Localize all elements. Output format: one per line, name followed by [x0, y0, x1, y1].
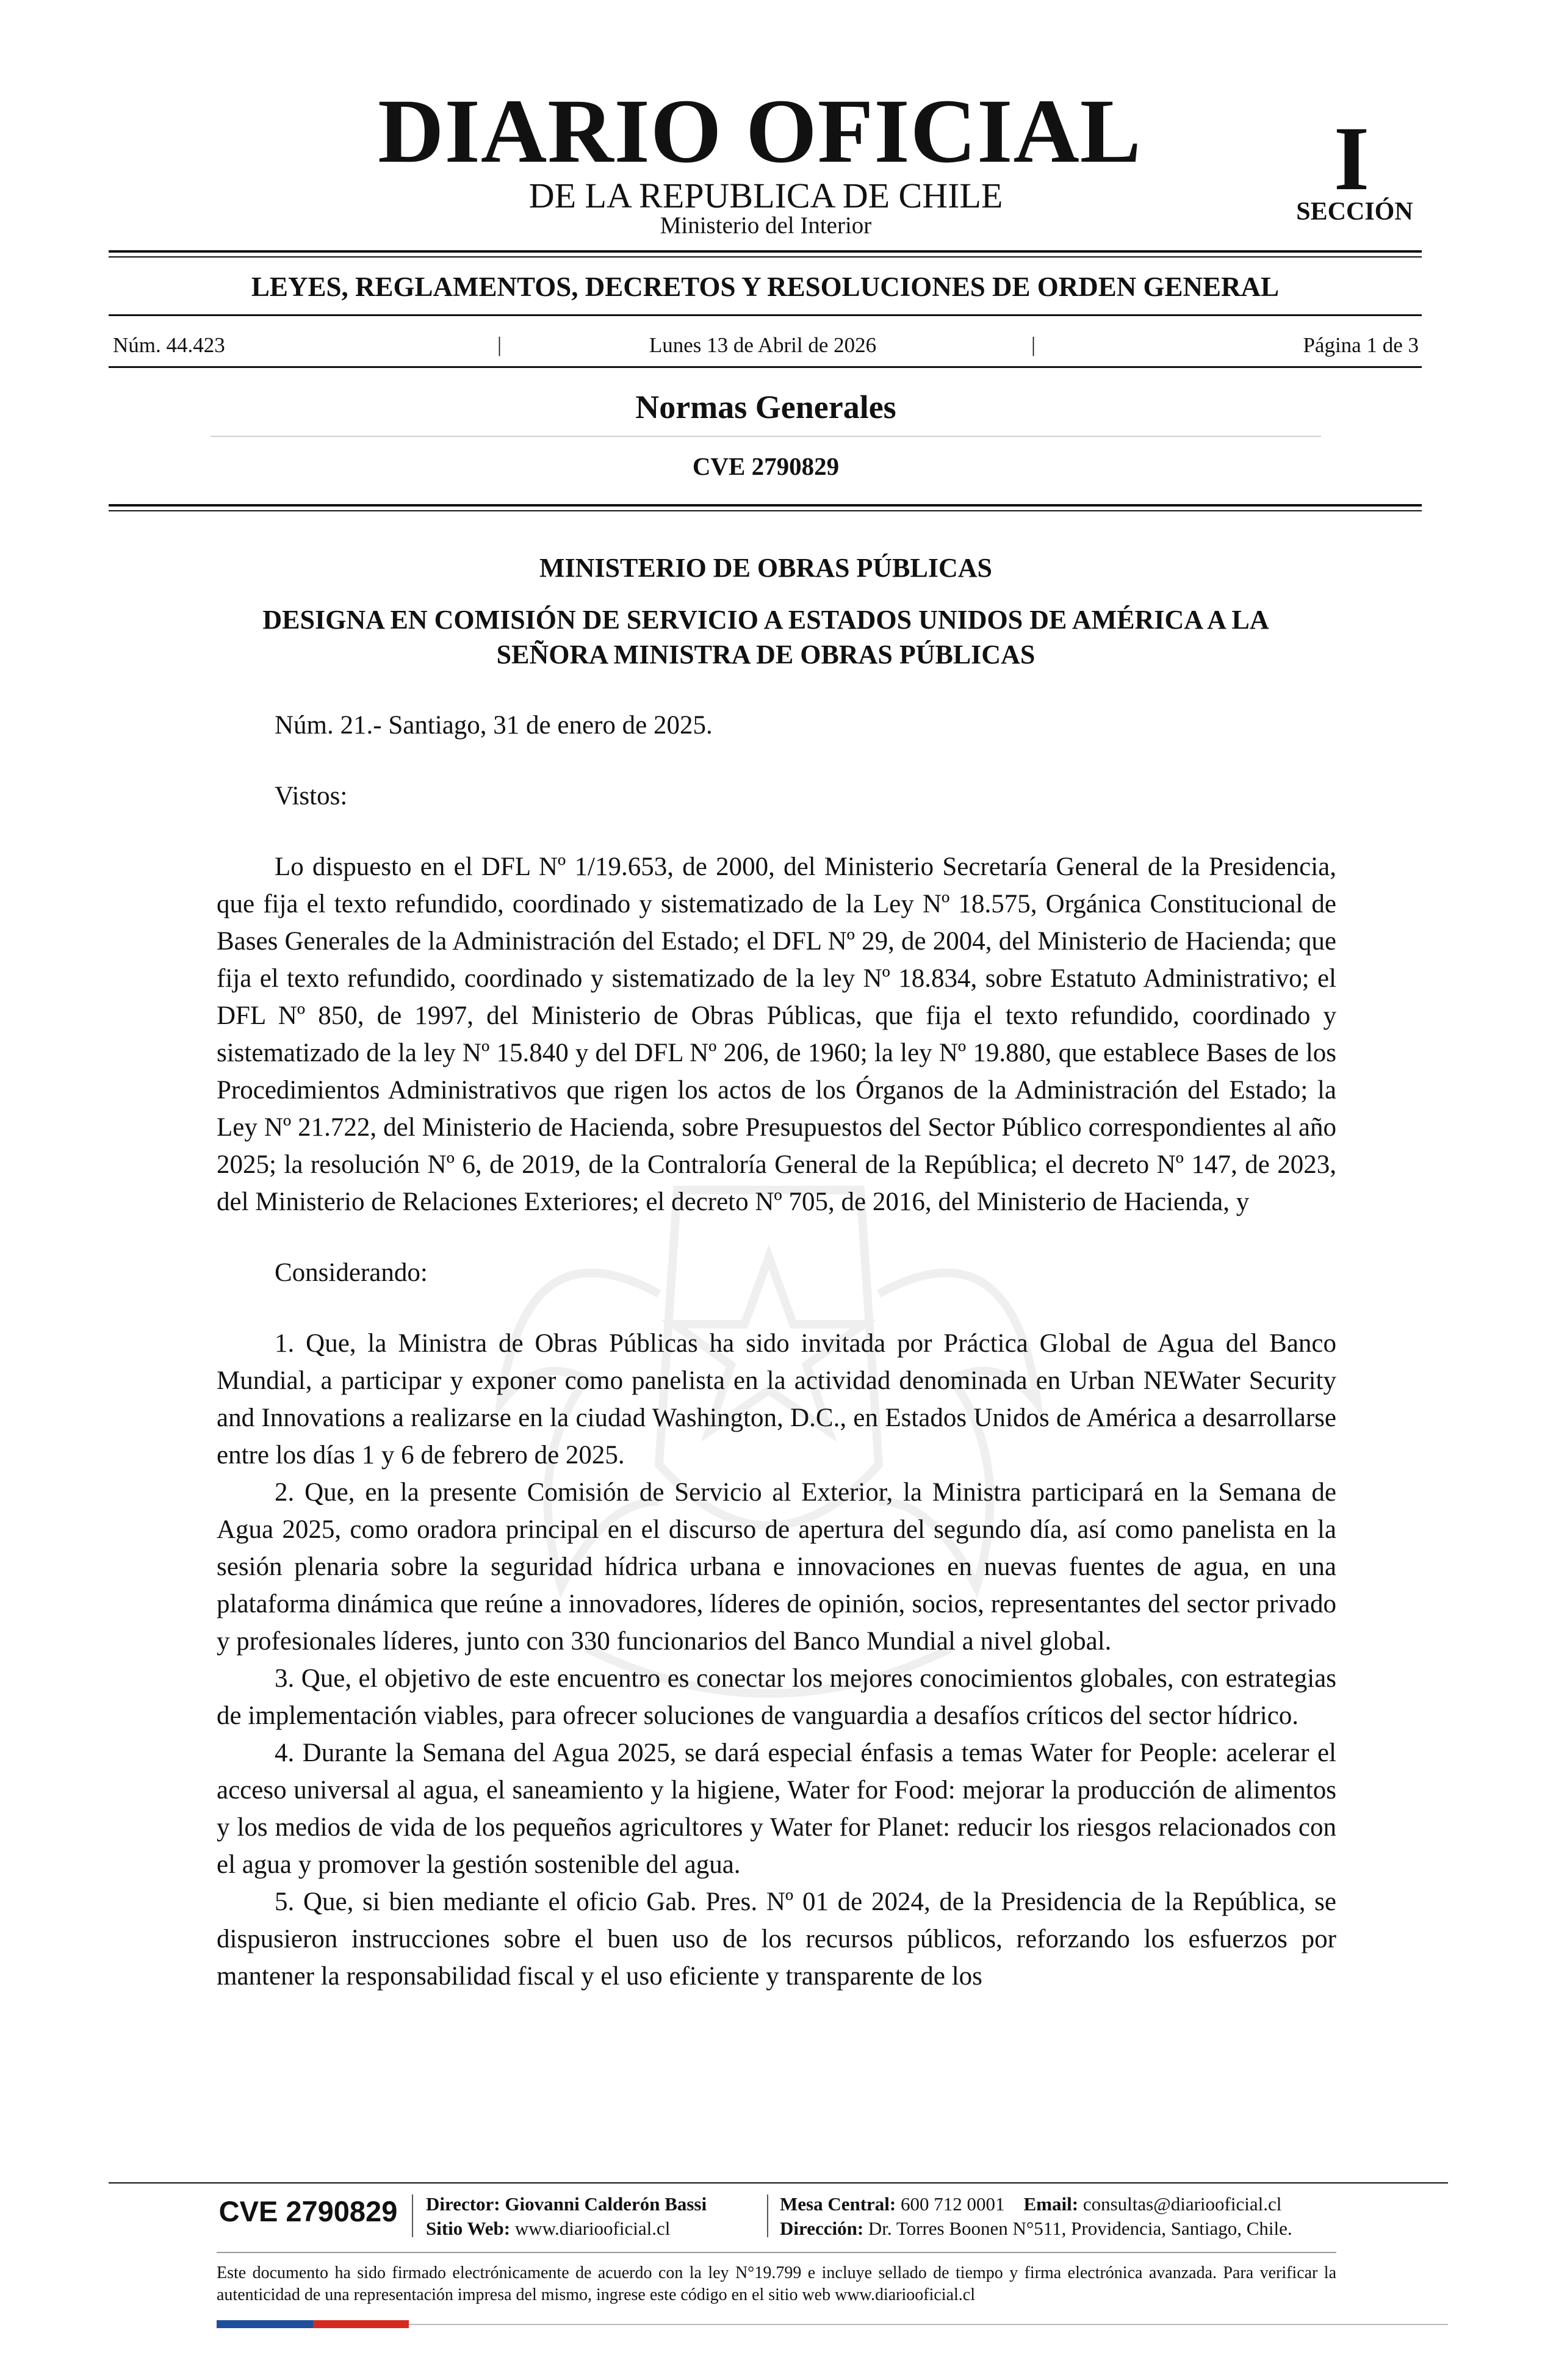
section-label: SECCIÓN	[1296, 198, 1413, 226]
header-banner: LEYES, REGLAMENTOS, DECRETOS Y RESOLUCIONES DE ORDEN GENERAL	[251, 272, 1280, 302]
footer-disclaimer: Este documento ha sido firmado electrónicamente de acuerdo con la ley N°19.799 e incluye sellado de tiempo y firma electrónica avanzada. Para verificar la autenticidad de una representación impresa del mismo, ingrese este código en el sitio web www.diariooficial.cl	[217, 2263, 1336, 2304]
footer-director-block	[426, 2192, 768, 2241]
footer-separator-2	[767, 2194, 768, 2237]
document-number-date: Núm. 21.- Santiago, 31 de enero de 2025.	[275, 711, 713, 740]
considerando-item: 1. Que, la Ministra de Obras Públicas ha sido invitada por Práctica Global de Agua del Banco Mundial, a participar y exponer como panelista en la actividad denominada en Urban NEWater Security and Innovations a realizarse en la ciudad Washington, D.C., en Estados Unidos de América a desarrollarse entre los días 1 y 6 de febrero de 2025.	[217, 1329, 1336, 1469]
footer-rule-top	[109, 2182, 1448, 2183]
issue-separator-1: |	[497, 333, 502, 356]
issue-date: Lunes 13 de Abril de 2026	[649, 333, 877, 357]
director-name: Giovanni Calderón Bassi	[505, 2193, 707, 2215]
cve-rule-thick	[109, 504, 1422, 507]
masthead-title: DIARIO OFICIAL	[378, 81, 1142, 182]
document-title-line-2: SEÑORA MINISTRA DE OBRAS PÚBLICAS	[496, 640, 1036, 669]
issue-separator-2: |	[1031, 333, 1036, 356]
issue-number: Núm. 44.423	[113, 333, 225, 357]
masthead-subtitle: DE LA REPUBLICA DE CHILE	[528, 176, 1003, 215]
masthead-ministry: Ministerio del Interior	[660, 212, 872, 239]
cve-rule-thin	[109, 510, 1422, 511]
web-link[interactable]: www.diariooficial.cl	[514, 2218, 671, 2239]
footer-rule-mid	[217, 2252, 1336, 2253]
email-link[interactable]: consultas@diariooficial.cl	[1082, 2193, 1282, 2215]
web-label: Sitio Web:	[426, 2218, 511, 2239]
flag-stripe-red	[313, 2320, 409, 2328]
director-label: Director:	[426, 2193, 500, 2215]
header-rule-meta	[109, 366, 1422, 368]
considerando-item: 4. Durante la Semana del Agua 2025, se dará especial énfasis a temas Water for People: acelerar el acceso universal al agua, el saneamiento y la higiene, Water for Food: mejorar la producción de alimentos y los medios de vida de los pequeños agricultores y Water for Planet: reducir los riesgos relacionados con el agua y promover la gestión sostenible del agua.	[217, 1739, 1336, 1879]
category-divider	[211, 436, 1321, 437]
mesa-value: 600 712 0001	[901, 2193, 1005, 2215]
footer-separator-1	[412, 2194, 413, 2237]
footer-cve: CVE 2790829	[218, 2195, 398, 2227]
header-rule-top-thin	[109, 256, 1422, 258]
issue-page: Página 1 de 3	[1303, 333, 1419, 357]
address-value: Dr. Torres Boonen N°511, Providencia, Santiago, Chile.	[868, 2218, 1292, 2239]
footer-rule-bottom	[409, 2324, 1448, 2325]
document-title-line-1: DESIGNA EN COMISIÓN DE SERVICIO A ESTADOS UNIDOS DE AMÉRICA A LA	[262, 605, 1269, 635]
document-title	[217, 602, 1315, 672]
flag-stripe-blue	[217, 2320, 313, 2328]
section-number: I	[1333, 108, 1370, 209]
document-body	[217, 707, 1336, 1995]
considerando-heading: Considerando:	[275, 1258, 428, 1287]
considerando-item: 2. Que, en la presente Comisión de Servicio al Exterior, la Ministra participará en la Semana de Agua 2025, como oradora principal en el discurso de apertura del segundo día, así como panelista en la sesión plenaria sobre la seguridad hídrica urbana e innovaciones en nuevas fuentes de agua, en una plataforma dinámica que reúne a innovadores, líderes de opinión, socios, representantes del sector privado y profesionales líderes, junto con 330 funcionarios del Banco Mundial a nivel global.	[217, 1478, 1336, 1656]
header-rule-top	[109, 250, 1422, 253]
email-label: Email:	[1023, 2193, 1079, 2215]
mesa-label: Mesa Central:	[780, 2193, 896, 2215]
cve-code: CVE 2790829	[692, 452, 840, 480]
footer-contact-block	[780, 2192, 1360, 2241]
considerando-item: 3. Que, el objetivo de este encuentro es conectar los mejores conocimientos globales, con estrategias de implementación viables, para ofrecer soluciones de vanguardia a desafíos críticos del sector hídrico.	[217, 1664, 1336, 1730]
considerando-item: 5. Que, si bien mediante el oficio Gab. Pres. Nº 01 de 2024, de la Presidencia de la República, se dispusieron instrucciones sobre el buen uso de los recursos públicos, reforzando los esfuerzos por mantener la responsabilidad fiscal y el uso eficiente y transparente de los	[217, 1888, 1336, 1991]
address-label: Dirección:	[780, 2218, 864, 2239]
category-title: Normas Generales	[635, 389, 896, 425]
header-rule-mid	[109, 314, 1422, 316]
vistos-paragraph: Lo dispuesto en el DFL Nº 1/19.653, de 2000, del Ministerio Secretaría General de la Presidencia, que fija el texto refundido, coordinado y sistematizado de la Ley Nº 18.575, Orgánica Constitucional de Bases Generales de la Administración del Estado; el DFL Nº 29, de 2004, del Ministerio de Hacienda; que fija el texto refundido, coordinado y sistematizado de la ley Nº 18.834, sobre Estatuto Administrativo; el DFL Nº 850, de 1997, del Ministerio de Obras Públicas, que fija el texto refundido, coordinado y sistematizado de la ley Nº 15.840 y del DFL Nº 206, de 1960; la ley Nº 19.880, que establece Bases de los Procedimientos Administrativos que rigen los actos de los Órganos de la Administración del Estado; la Ley Nº 21.722, del Ministerio de Hacienda, sobre Presupuestos del Sector Público correspondientes al año 2025; la resolución Nº 6, de 2019, de la Contraloría General de la República; el decreto Nº 147, de 2023, del Ministerio de Relaciones Exteriores; el decreto Nº 705, de 2016, del Ministerio de Hacienda, y	[217, 853, 1336, 1216]
vistos-heading: Vistos:	[275, 782, 348, 810]
document-ministry: MINISTERIO DE OBRAS PÚBLICAS	[539, 553, 993, 583]
